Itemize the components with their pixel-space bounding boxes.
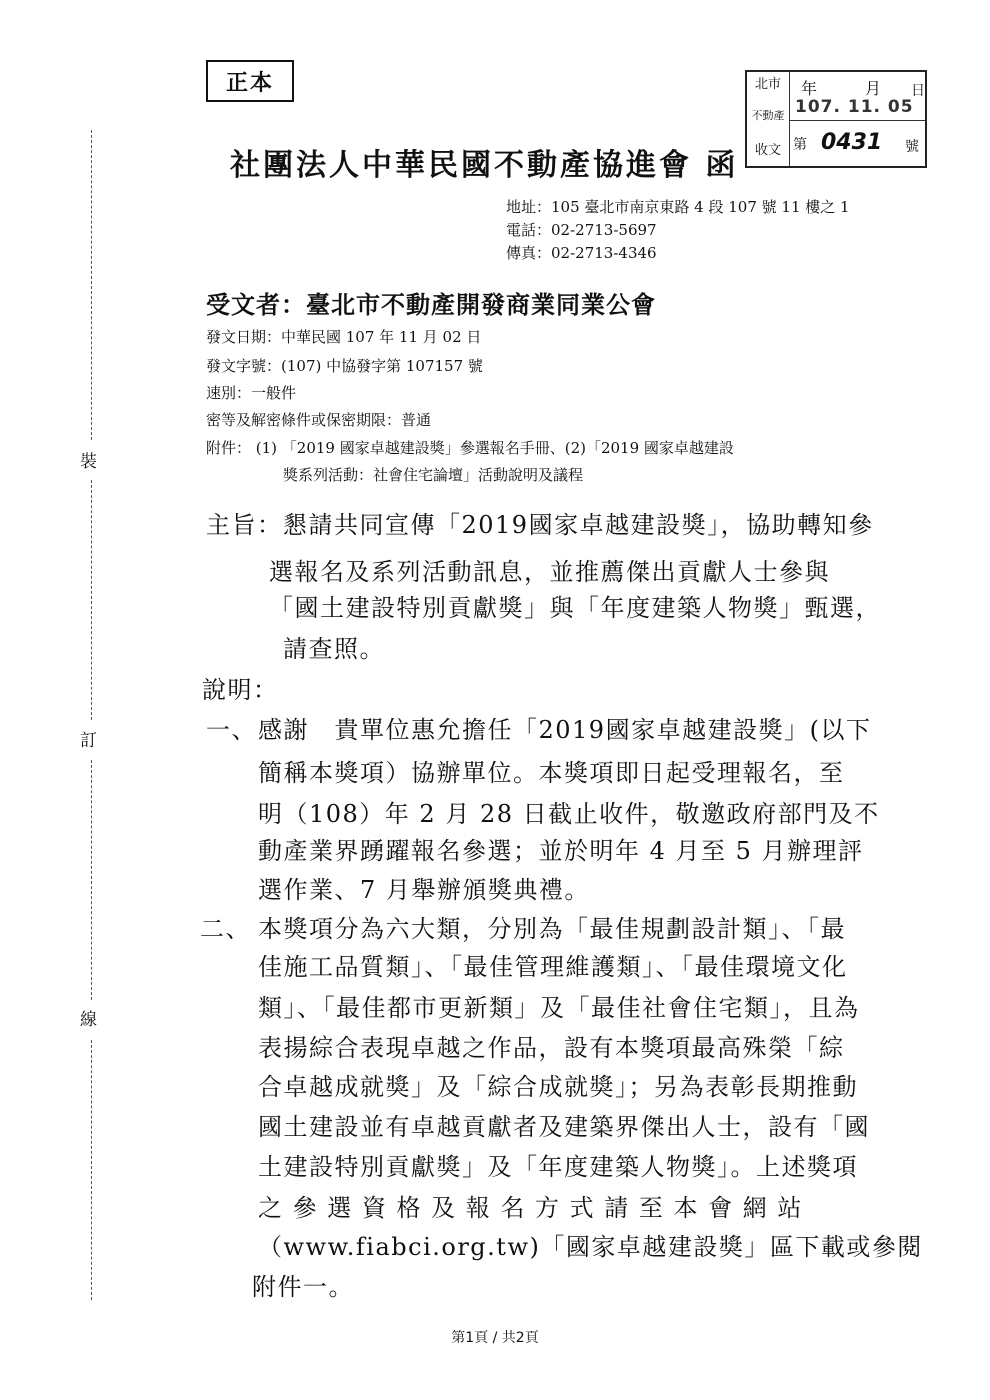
original-copy-mark: 正本 bbox=[206, 60, 294, 102]
item-line: 簡稱本獎項）協辦單位。本獎項即日起受理報名，至 bbox=[258, 759, 845, 787]
item-number: 一、 bbox=[206, 716, 257, 744]
stamp-date: 107. 11. 05 bbox=[795, 97, 914, 117]
stamp-number-prefix: 第 bbox=[793, 137, 807, 153]
explanation-label: 說明： bbox=[202, 676, 279, 704]
document-title: 社團法人中華民國不動產協進會 函 bbox=[230, 148, 739, 183]
receipt-stamp bbox=[745, 70, 927, 168]
item-line: 選作業、7 月舉辦頒獎典禮。 bbox=[258, 876, 590, 904]
stamp-received: 收文 bbox=[754, 143, 781, 158]
stamp-number: 0431 bbox=[821, 130, 883, 155]
item-line: （www.fiabci.org.tw)「國家卓越建設獎」區下載或參閱 bbox=[258, 1233, 923, 1261]
stamp-number-suffix: 號 bbox=[905, 139, 919, 155]
item-line: 動產業界踴躍報名參選；並於明年 4 月至 5 月辦理評 bbox=[258, 837, 864, 865]
stamp-agency-top: 北市 bbox=[754, 77, 781, 92]
item-line: 明（108）年 2 月 28 日截止收件，敬邀政府部門及不 bbox=[258, 800, 880, 828]
subject-line: 「國土建設特別貢獻獎」與「年度建築人物獎」甄選， bbox=[269, 594, 881, 622]
binding-dashed-line bbox=[91, 480, 92, 720]
binding-dashed-line bbox=[91, 1040, 92, 1300]
item-line: 類」、「最佳都市更新類」及「最佳社會住宅類」，且為 bbox=[258, 994, 860, 1022]
item-line: 之 參 選 資 格 及 報 名 方 式 請 至 本 會 網 站 bbox=[258, 1194, 803, 1222]
subject-line: 選報名及系列活動訊息，並推薦傑出貢獻人士參與 bbox=[269, 558, 830, 586]
item-line: 佳施工品質類」、「最佳管理維護類」、「最佳環境文化 bbox=[258, 953, 848, 981]
classification: 密等及解密條件或保密期限：普通 bbox=[206, 411, 432, 429]
stamp-year-label: 年 bbox=[801, 79, 818, 98]
subject-label: 主旨： bbox=[206, 511, 283, 539]
page-footer: 第1頁 / 共2頁 bbox=[451, 1330, 539, 1346]
binding-dashed-line bbox=[91, 130, 92, 440]
delivery-speed: 速別：一般件 bbox=[206, 384, 297, 402]
item-line: 土建設特別貢獻獎」及「年度建築人物獎」。上述獎項 bbox=[258, 1153, 858, 1181]
recipient: 受文者：臺北市不動產開發商業同業公會 bbox=[206, 290, 656, 319]
item-line: 附件一。 bbox=[252, 1273, 354, 1301]
contact-address: 地址：105 臺北市南京東路 4 段 107 號 11 樓之 1 bbox=[506, 198, 850, 216]
item-line: 本獎項分為六大類，分別為「最佳規劃設計類」、「最 bbox=[258, 915, 846, 943]
item-line: 合卓越成就獎」及「綜合成就獎」；另為表彰長期推動 bbox=[258, 1073, 858, 1101]
attachment-line-1: 附件： (1) 「2019 國家卓越建設獎」參選報名手冊、(2)「2019 國家卓越建設 bbox=[206, 439, 734, 457]
binding-mark-ding: 訂 bbox=[80, 731, 97, 751]
binding-mark-xian: 線 bbox=[80, 1010, 97, 1030]
item-line: 感謝 貴單位惠允擔任「2019國家卓越建設獎」(以下 bbox=[258, 716, 872, 744]
contact-fax: 傳真：02-2713-4346 bbox=[506, 244, 657, 262]
issue-date: 發文日期：中華民國 107 年 11 月 02 日 bbox=[206, 328, 482, 346]
stamp-agency-mid: 不動產 bbox=[751, 109, 785, 122]
binding-dashed-line bbox=[91, 760, 92, 1000]
subject-line: 懇請共同宣傳「2019國家卓越建設獎」，協助轉知參 bbox=[283, 511, 874, 539]
item-number: 二、 bbox=[200, 915, 251, 943]
subject-line: 請查照。 bbox=[283, 635, 385, 663]
binding-mark-zhuang: 裝 bbox=[80, 452, 97, 472]
stamp-month-label: 月 bbox=[865, 79, 882, 98]
attachment-line-2: 獎系列活動：社會住宅論壇」活動說明及議程 bbox=[283, 466, 584, 484]
item-line: 國土建設並有卓越貢獻者及建築界傑出人士，設有「國 bbox=[258, 1113, 870, 1141]
contact-phone: 電話：02-2713-5697 bbox=[506, 221, 657, 239]
stamp-day-label: 日 bbox=[911, 83, 925, 99]
item-line: 表揚綜合表現卓越之作品，設有本獎項最高殊榮「綜 bbox=[258, 1034, 845, 1062]
reference-number: 發文字號：(107) 中協發字第 107157 號 bbox=[206, 357, 483, 375]
